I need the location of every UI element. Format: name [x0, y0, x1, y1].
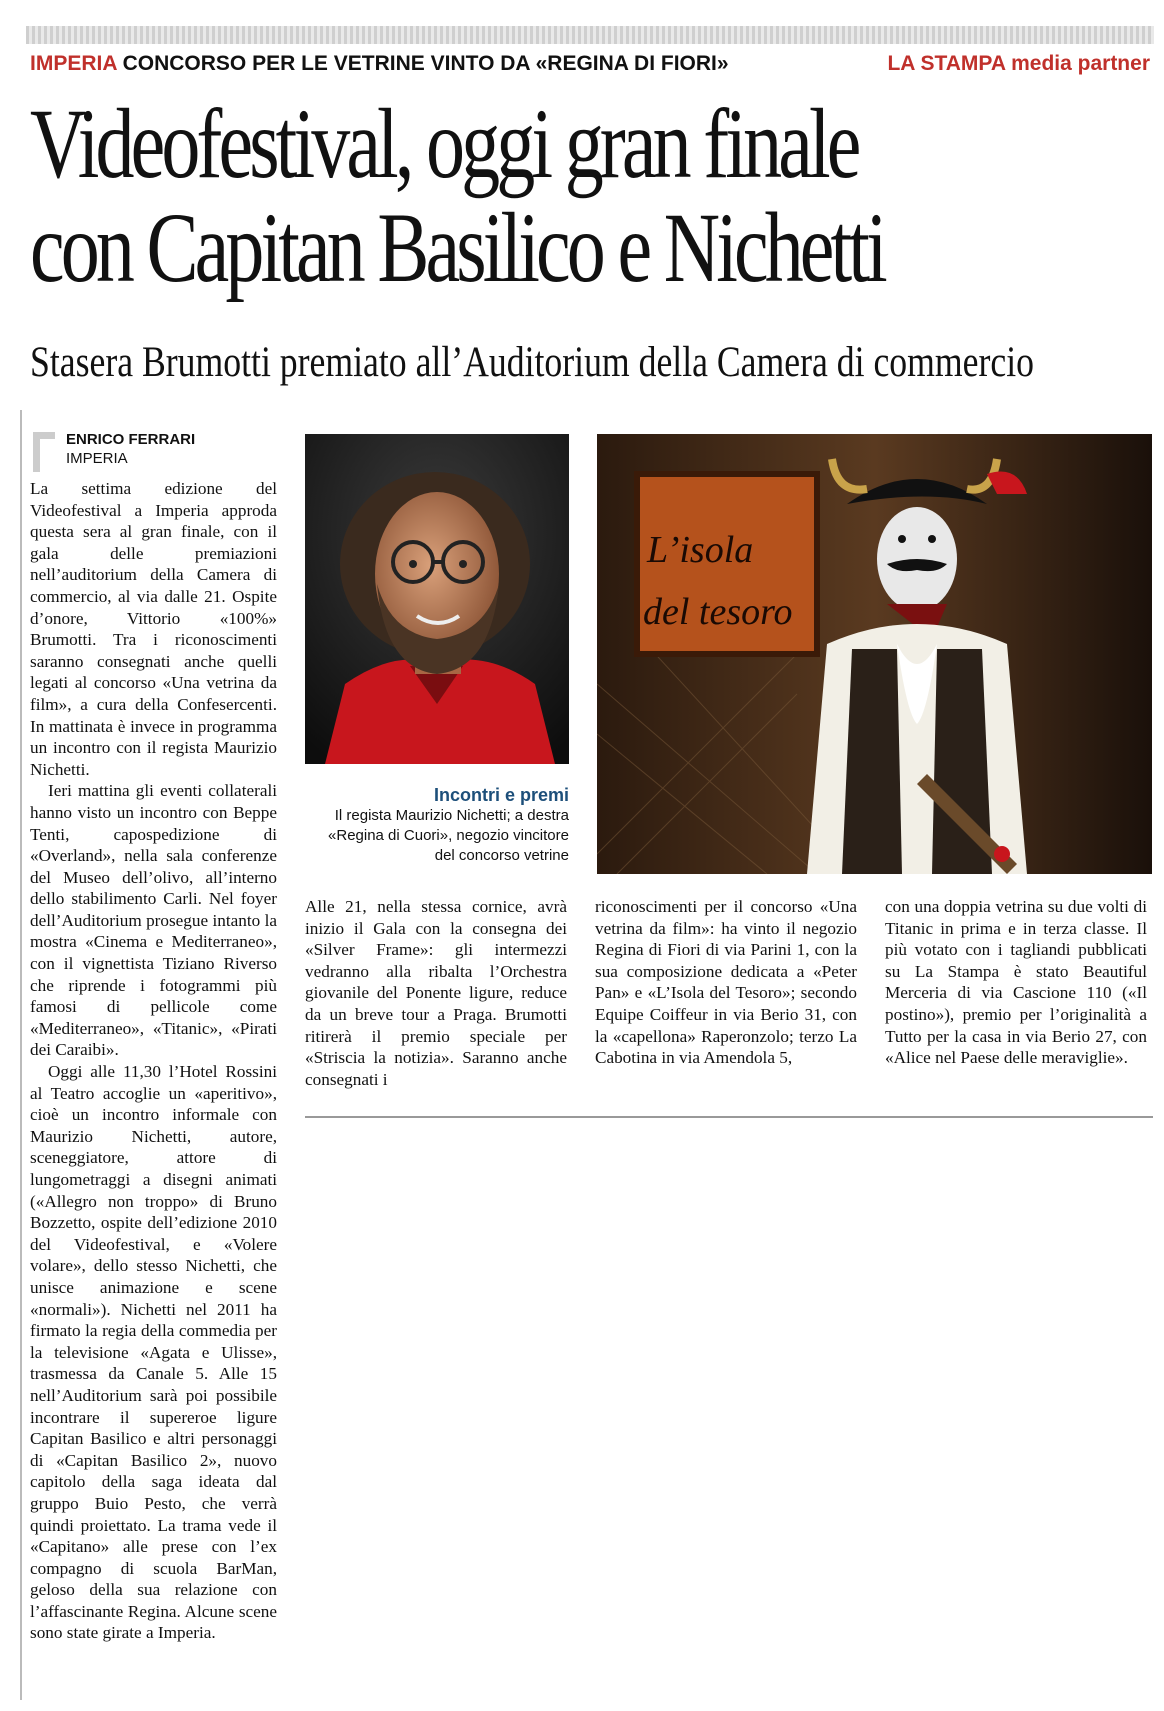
headline-line-2: con Capitan Basilico e Nichetti — [30, 192, 884, 303]
article-column-1 — [30, 478, 277, 1644]
byline-corner-mark — [33, 432, 55, 472]
kicker-bar — [30, 52, 1154, 86]
photo-director-portrait — [305, 434, 569, 764]
media-partner-suffix: media partner — [1011, 52, 1150, 75]
sign-line-2: del tesoro — [643, 591, 793, 633]
sign-line-1: L’isola — [647, 529, 754, 571]
headline — [30, 88, 1157, 303]
article-paragraph: La settima edizione del Videofestival a Imperia approda questa sera al gran finale, con il gala delle premiazioni nell’auditorium della Camera di commercio, al via dalle 21. Ospite d’onore, Vittorio «100%» Brumotti. Tra i riconoscimenti saranno consegnati anche quelli legati al concorso «Una vetrina da film», a cura della Confesercenti. In mattinata è invece in programma un incontro con il regista Maurizio Nichetti. — [30, 479, 277, 779]
article-paragraph: Alle 21, nella stessa cornice, avrà inizio il Gala con la consegna dei «Silver Frame»: gli intermezzi vedranno alla ribalta l’Orchestra giovanile del Ponente ligure, reduce da un breve tour a Praga. Brumotti ritirerà il premio speciale per «Striscia la notizia». Saranno anche consegnati i — [305, 897, 567, 1089]
caption-title: Incontri e premi — [433, 785, 569, 805]
subheadline: Stasera Brumotti premiato all’Auditorium della Camera di commercio — [30, 339, 1035, 386]
article-column-4 — [885, 896, 1147, 1069]
article-end-rule — [305, 1116, 1153, 1118]
article-column-2 — [305, 896, 567, 1090]
portrait-illustration — [305, 434, 569, 764]
article-paragraph: con una doppia vetrina su due volti di Titanic in prima e in terza classe. Il più votato con i tagliandi pubblicati su La Stampa è stato Beautiful Merceria di via Cascione 110 («Il postino»), premio per l’originalità a Tutto per la casa in via Berio 27, con «Alice nel Paese delle meraviglie». — [885, 897, 1147, 1068]
kicker-place: IMPERIA — [30, 52, 117, 75]
caption-text: Il regista Maurizio Nichetti; a destra «Regina di Cuori», negozio vincitore del concorso vetrine — [328, 807, 569, 864]
top-decorative-band — [26, 26, 1154, 44]
photo-shop-window-pirate — [597, 434, 1152, 874]
headline-line-1: Videofestival, oggi gran finale — [30, 88, 858, 199]
byline-place: IMPERIA — [66, 450, 128, 467]
article-column-3 — [595, 896, 857, 1069]
byline-author: ENRICO FERRARI — [66, 431, 196, 448]
article-paragraph: Ieri mattina gli eventi collaterali hanno visto un incontro con Beppe Tenti, capospedizione di «Overland», nella sala conferenze del Museo dell’olivo, all’interno dello stabilimento Carli. Nel foyer dell’Auditorium prosegue intanto la mostra «Cinema e Mediterraneo», con il vignettista Tiziano Riverso che riprende i fotogrammi più famosi di pellicole come «Mediterraneo», «Titanic», «Pirati dei Caraibi». — [30, 781, 277, 1060]
article-paragraph: riconoscimenti per il concorso «Una vetrina da film»: ha vinto il negozio Regina di Fiori di via Parini 1, con la sua composizione dedicata a «Peter Pan» e «L’Isola del Tesoro»; secondo Equipe Coiffeur in via Berio 31, con la «capellona» Raperonzolo; terzo La Cabotina in via Amendola 5, — [595, 897, 857, 1068]
media-partner — [887, 52, 1150, 76]
media-partner-brand: LA STAMPA — [887, 52, 1006, 75]
photo-caption — [305, 784, 569, 866]
byline — [66, 430, 195, 468]
article-paragraph: Oggi alle 11,30 l’Hotel Rossini al Teatro accoglie un «aperitivo», cioè un incontro informale con Maurizio Nichetti, autore, sceneggiatore, attore di lungometraggi a disegni animati («Allegro non troppo» di Bruno Bozzetto, ospite dell’edizione 2010 del Videofestival, e «Volere volare», dello stesso Nichetti, che unisce animazione e scene «normali»). Nichetti nel 2011 ha firmato la regia della commedia per la televisione «Agata e Ulisse», trasmessa da Canale 5. Alle 15 nell’Auditorium sarà poi possibile incontrare il supereroe ligure Capitan Basilico e altri personaggi di «Capitan Basilico 2», nuovo capitolo della saga ideata dal gruppo Buio Pesto, che verrà quindi proiettato. La trama vede il «Capitano» alle prese con l’ex compagno di scuola BarMan, geloso della sua relazione con l’affascinante Regina. Alcune scene sono state girate a Imperia. — [30, 1062, 277, 1643]
kicker-topic: CONCORSO PER LE VETRINE VINTO DA «REGINA DI FIORI» — [122, 52, 729, 75]
shop-window-illustration — [597, 434, 1152, 874]
left-column-rule — [20, 410, 22, 1700]
